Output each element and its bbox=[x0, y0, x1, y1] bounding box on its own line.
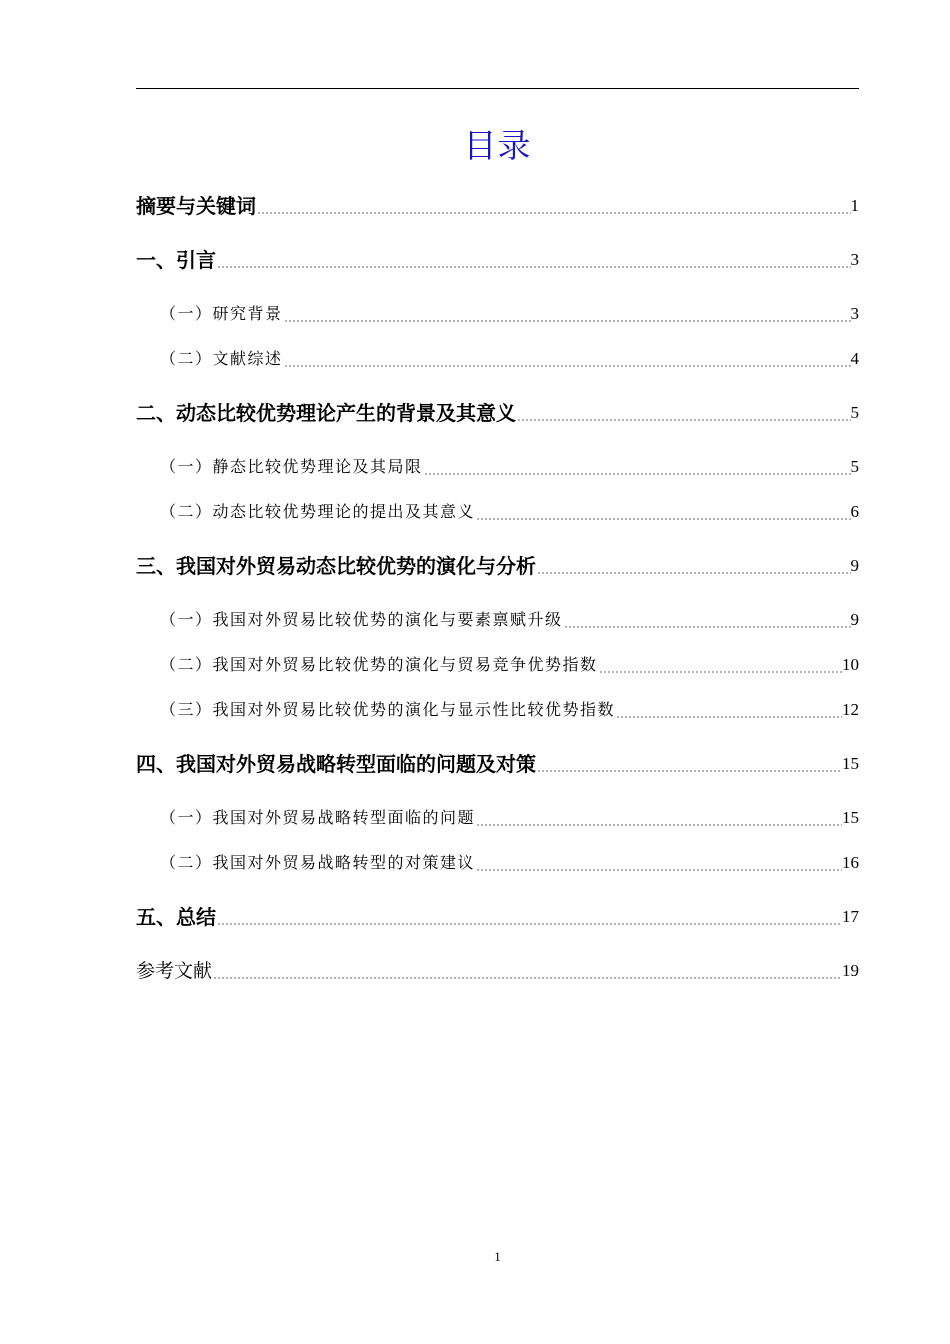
toc-entry-page: 19 bbox=[842, 961, 859, 980]
toc-entry[interactable] bbox=[136, 497, 859, 527]
toc-entry-page: 3 bbox=[850, 304, 859, 323]
toc-entry-page: 5 bbox=[850, 457, 859, 476]
toc-entry[interactable] bbox=[136, 749, 859, 779]
toc-entry-text: 一、引言 bbox=[136, 248, 216, 272]
toc-entry-page: 1 bbox=[850, 196, 859, 215]
toc-entry-page: 6 bbox=[850, 502, 859, 521]
toc-entry-text: 五、总结 bbox=[136, 905, 216, 929]
toc-entry-page: 15 bbox=[842, 754, 859, 773]
toc-entry-text: 四、我国对外贸易战略转型面临的问题及对策 bbox=[136, 752, 536, 776]
toc-entry[interactable] bbox=[136, 398, 859, 428]
toc-entry[interactable] bbox=[136, 299, 859, 329]
toc-entry-page: 10 bbox=[842, 655, 859, 674]
toc-entry[interactable] bbox=[136, 902, 859, 932]
toc-entry-page: 3 bbox=[850, 250, 859, 269]
toc-dot-leader bbox=[476, 824, 842, 826]
toc-entry-text: （三）我国对外贸易比较优势的演化与显示性比较优势指数 bbox=[160, 700, 616, 719]
toc-dot-leader bbox=[537, 572, 851, 574]
toc-dot-leader bbox=[616, 716, 842, 718]
toc-entry-text: 三、我国对外贸易动态比较优势的演化与分析 bbox=[136, 554, 536, 578]
toc-entry[interactable] bbox=[136, 344, 859, 374]
toc-dot-leader bbox=[257, 212, 851, 214]
toc-title: 目录 bbox=[463, 126, 532, 165]
toc-dot-leader bbox=[213, 977, 842, 979]
toc-entry[interactable] bbox=[136, 848, 859, 878]
toc-entry-text: （一）我国对外贸易比较优势的演化与要素禀赋升级 bbox=[160, 610, 563, 629]
toc-dot-leader bbox=[476, 869, 842, 871]
toc-entry[interactable] bbox=[136, 191, 859, 221]
toc-entry[interactable] bbox=[136, 803, 859, 833]
toc-entry-text: 摘要与关键词 bbox=[136, 194, 256, 218]
toc-entry-page: 12 bbox=[842, 700, 859, 719]
toc-entry[interactable] bbox=[136, 650, 859, 680]
toc-entry-page: 16 bbox=[842, 853, 859, 872]
toc-entry[interactable] bbox=[136, 452, 859, 482]
toc-dot-leader bbox=[217, 923, 842, 925]
toc-entry-page: 5 bbox=[850, 403, 859, 422]
toc-entry-text: （一）研究背景 bbox=[160, 304, 283, 323]
toc-entry[interactable] bbox=[136, 245, 859, 275]
toc-dot-leader bbox=[599, 671, 842, 673]
toc-dot-leader bbox=[284, 365, 851, 367]
toc-dot-leader bbox=[517, 419, 851, 421]
toc-entry-text: （二）文献综述 bbox=[160, 349, 283, 368]
toc-entry-page: 9 bbox=[850, 556, 859, 575]
toc-entry-page: 17 bbox=[842, 907, 859, 926]
toc-entry[interactable] bbox=[136, 551, 859, 581]
toc-dot-leader bbox=[424, 473, 851, 475]
toc-entry-text: （二）我国对外贸易比较优势的演化与贸易竞争优势指数 bbox=[160, 655, 598, 674]
toc-entry[interactable] bbox=[136, 605, 859, 635]
toc-dot-leader bbox=[476, 518, 850, 520]
toc-dot-leader bbox=[564, 626, 851, 628]
toc-entry-page: 15 bbox=[842, 808, 859, 827]
toc-entry-text: （一）我国对外贸易战略转型面临的问题 bbox=[160, 808, 476, 827]
toc-entry-text: （一）静态比较优势理论及其局限 bbox=[160, 457, 423, 476]
toc-entry[interactable] bbox=[136, 956, 859, 986]
toc-dot-leader bbox=[537, 770, 842, 772]
toc-entry[interactable] bbox=[136, 695, 859, 725]
toc-dot-leader bbox=[217, 266, 851, 268]
toc-entry-text: 参考文献 bbox=[136, 960, 213, 982]
toc-entry-page: 4 bbox=[850, 349, 859, 368]
toc-entry-text: （二）动态比较优势理论的提出及其意义 bbox=[160, 502, 476, 521]
toc-entry-text: 二、动态比较优势理论产生的背景及其意义 bbox=[136, 401, 516, 425]
toc-entry-text: （二）我国对外贸易战略转型的对策建议 bbox=[160, 853, 476, 872]
toc-entry-page: 9 bbox=[850, 610, 859, 629]
page-number: 1 bbox=[494, 1249, 501, 1264]
toc-dot-leader bbox=[284, 320, 851, 322]
